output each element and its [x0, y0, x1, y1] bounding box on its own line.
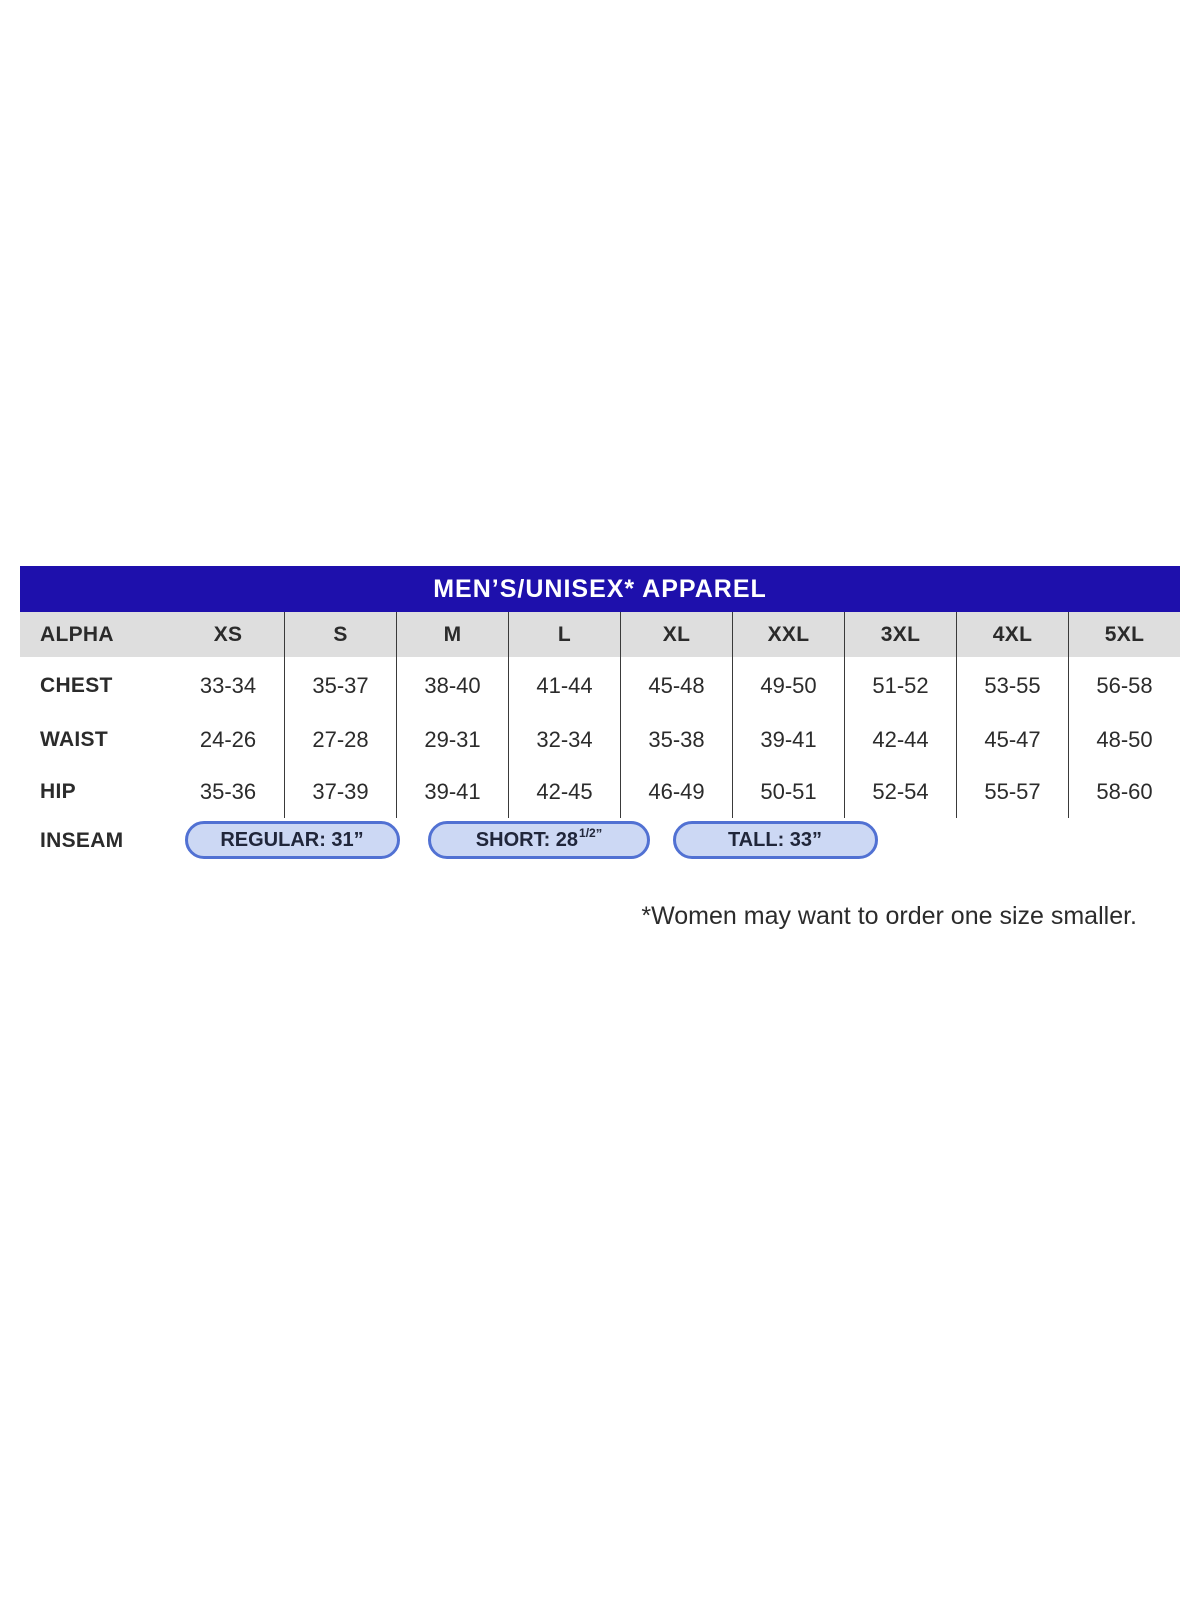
table-title-bar [20, 566, 1180, 612]
size-cell: 35-37 [284, 657, 396, 715]
row-label: INSEAM [40, 829, 124, 852]
size-cell: 32-34 [508, 715, 620, 765]
table-row-waist [20, 715, 1180, 765]
size-cell: 45-48 [620, 657, 732, 715]
size-cell: 27-28 [284, 715, 396, 765]
size-cell: 49-50 [732, 657, 844, 715]
size-cell: 42-45 [508, 765, 620, 818]
size-cell: 41-44 [508, 657, 620, 715]
header-cell-xl: XL [620, 612, 732, 657]
size-cell: 52-54 [844, 765, 956, 818]
inseam-pill-tall [673, 821, 878, 859]
header-cell-4xl: 4XL [956, 612, 1068, 657]
size-cell: 55-57 [956, 765, 1068, 818]
size-cell: 46-49 [620, 765, 732, 818]
header-cell-3xl: 3XL [844, 612, 956, 657]
size-cell: 39-41 [396, 765, 508, 818]
header-cell-l: L [508, 612, 620, 657]
size-cell: 53-55 [956, 657, 1068, 715]
pill-suffix: ” [595, 825, 603, 841]
size-cell: 38-40 [396, 657, 508, 715]
size-chart-table [20, 566, 1180, 864]
header-cell-alpha: ALPHA [40, 622, 114, 646]
row-label: HIP [40, 779, 76, 803]
table-row-chest [20, 657, 1180, 715]
header-cell-xs: XS [213, 622, 243, 646]
size-cell: 29-31 [396, 715, 508, 765]
footnote: *Women may want to order one size smaller. [641, 902, 1137, 930]
table-header-row [20, 612, 1180, 657]
header-cell-s: S [284, 612, 396, 657]
inseam-pill-short [428, 821, 650, 859]
table-row-inseam [20, 818, 1180, 864]
size-cell: 51-52 [844, 657, 956, 715]
table-title: MEN’S/UNISEX* APPAREL [433, 574, 767, 603]
pill-superscript: 1/2 [579, 826, 596, 840]
size-cell: 42-44 [844, 715, 956, 765]
size-cell: 48-50 [1068, 715, 1180, 765]
size-cell: 35-36 [199, 778, 257, 804]
size-cell: 37-39 [284, 765, 396, 818]
pill-text: REGULAR: 31” [220, 828, 364, 851]
size-cell: 35-38 [620, 715, 732, 765]
header-cell-xxl: XXL [732, 612, 844, 657]
pill-text: TALL: 33” [727, 828, 823, 851]
inseam-pill-regular [185, 821, 400, 859]
row-label: WAIST [40, 728, 108, 751]
size-cell: 33-34 [199, 673, 257, 698]
size-cell: 50-51 [732, 765, 844, 818]
size-cell: 45-47 [956, 715, 1068, 765]
size-cell: 58-60 [1068, 765, 1180, 818]
size-cell: 56-58 [1068, 657, 1180, 715]
pill-text: SHORT: 28 [475, 828, 579, 851]
row-label: CHEST [40, 674, 113, 697]
size-cell: 24-26 [199, 727, 257, 752]
size-cell: 39-41 [732, 715, 844, 765]
header-cell-5xl: 5XL [1068, 612, 1180, 657]
table-row-hip [20, 765, 1180, 818]
header-cell-m: M [396, 612, 508, 657]
